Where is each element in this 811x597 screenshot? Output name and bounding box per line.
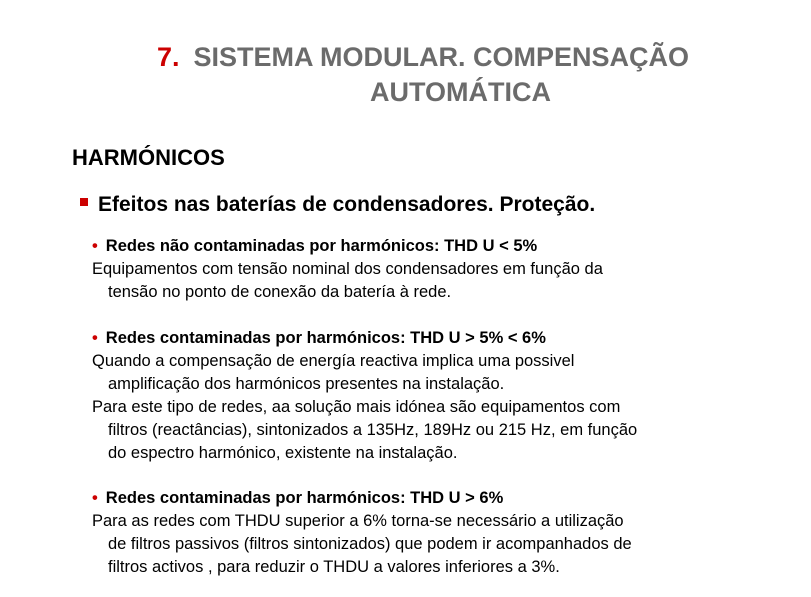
bullet-dot-icon: • [92, 329, 98, 347]
section-mid-thd [92, 327, 792, 465]
section-bullet [92, 487, 792, 510]
section-bullet [92, 327, 792, 350]
paragraph-line: Equipamentos com tensão nominal dos condensadores em função da [92, 260, 603, 278]
bullet-dot-icon: • [92, 489, 98, 507]
bullet-text: Redes contaminadas por harmónicos: THD U > 6% [105, 489, 504, 507]
paragraph-line: Para este tipo de redes, aa solução mais idónea são equipamentos com [92, 398, 621, 416]
title-number: 7. [157, 42, 180, 72]
subheading [80, 193, 595, 217]
paragraph-line: de filtros passivos (filtros sintonizados) que podem ir acompanhados de [108, 535, 632, 553]
title-text-line-2: AUTOMÁTICA [370, 77, 551, 107]
paragraph [92, 258, 792, 304]
paragraph [92, 510, 792, 579]
paragraph-line: Para as redes com THDU superior a 6% torna-se necessário a utilização [92, 512, 624, 530]
title-text-line-1: SISTEMA MODULAR. COMPENSAÇÃO [193, 42, 690, 72]
paragraph-line: tensão no ponto de conexão da batería à rede. [108, 283, 452, 301]
paragraph-line: filtros (reactâncias), sintonizados a 135Hz, 189Hz ou 215 Hz, em função [108, 421, 638, 439]
section-low-thd [92, 235, 792, 304]
bullet-text: Redes contaminadas por harmónicos: THD U > 5% < 6% [105, 329, 546, 347]
section-high-thd [92, 487, 792, 579]
bullet-text: Redes não contaminadas por harmónicos: THD U < 5% [105, 237, 538, 255]
paragraph-line: amplificação dos harmónicos presentes na instalação. [108, 375, 505, 393]
paragraph-line: Quando a compensação de energía reactiva implica uma possivel [92, 352, 575, 370]
bullet-dot-icon: • [92, 237, 98, 255]
subheading-text: Efeitos nas baterías de condensadores. Proteção. [98, 193, 596, 216]
section-bullet [92, 235, 792, 258]
square-bullet-icon [80, 198, 88, 206]
paragraph-line: filtros activos , para reduzir o THDU a valores inferiores a 3%. [108, 558, 560, 576]
paragraph-line: do espectro harmónico, existente na instalação. [108, 444, 458, 462]
paragraph [92, 350, 792, 396]
section-heading: HARMÓNICOS [72, 145, 225, 170]
paragraph [92, 396, 792, 465]
title-line-1 [157, 40, 689, 75]
